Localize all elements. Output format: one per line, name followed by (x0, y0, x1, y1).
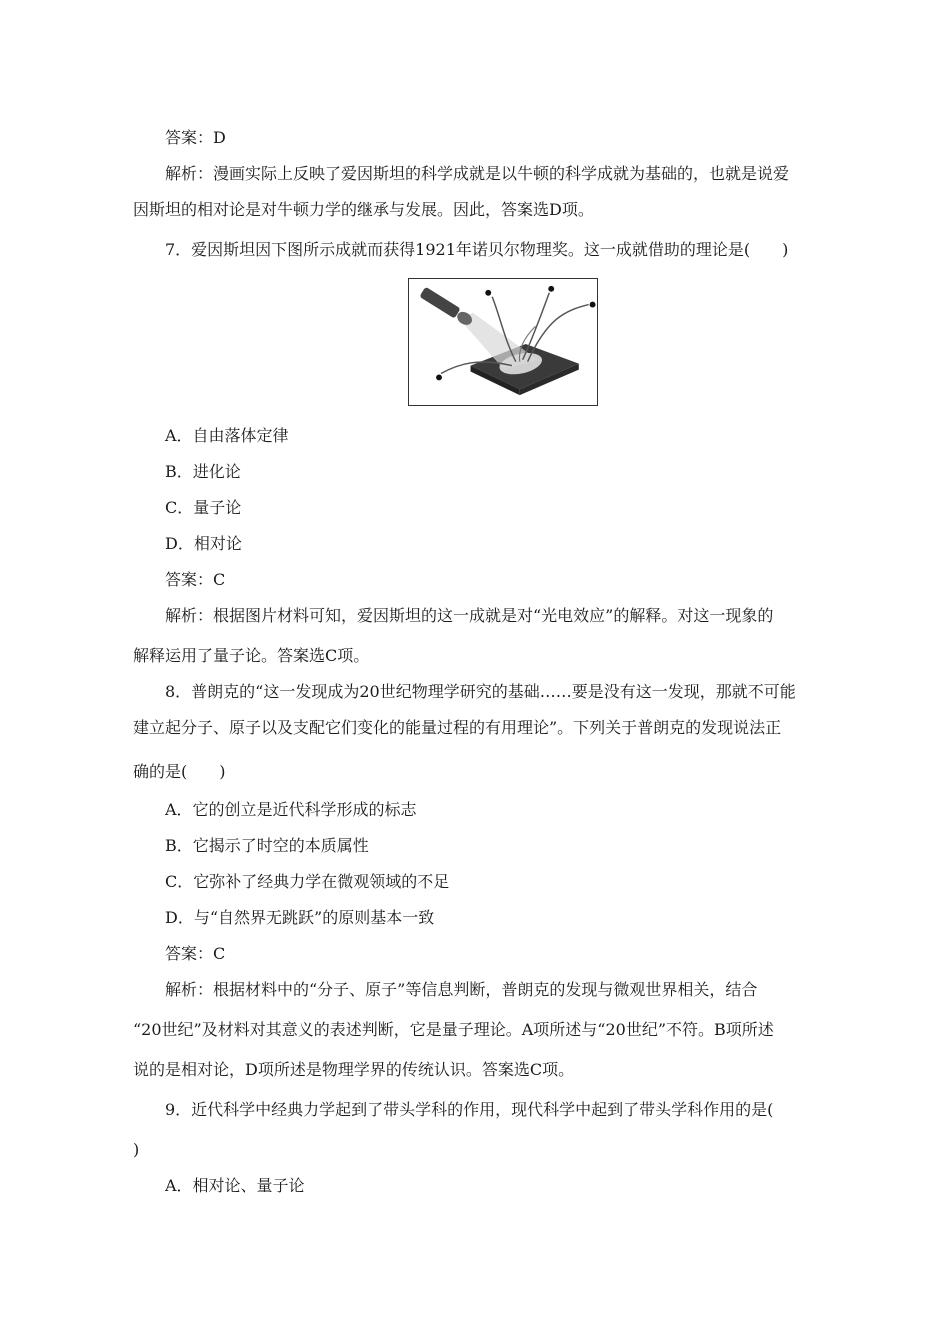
q7-option-d: D．相对论 (165, 534, 242, 553)
q8-analysis-line-1: 解析：根据材料中的“分子、原子”等信息判断，普朗克的发现与微观世界相关，结合 (165, 980, 758, 999)
q8-stem-line-3: 确的是( ) (133, 762, 226, 781)
q7-analysis-line-2: 解释运用了量子论。答案选C项。 (133, 646, 370, 665)
q8-answer: 答案：C (165, 944, 226, 963)
q9-option-a: A．相对论、量子论 (165, 1176, 305, 1195)
q7-stem: 7．爱因斯坦因下图所示成就而获得1921年诺贝尔物理奖。这一成就借助的理论是( ) (165, 240, 789, 259)
q8-analysis-line-3: 说的是相对论，D项所述是物理学界的传统认识。答案选C项。 (133, 1060, 575, 1079)
photoelectric-effect-figure (408, 278, 598, 406)
q6-analysis-line-2: 因斯坦的相对论是对牛顿力学的继承与发展。因此，答案选D项。 (133, 200, 594, 219)
q6-analysis-line-1: 解析：漫画实际上反映了爱因斯坦的科学成就是以牛顿的科学成就为基础的，也就是说爱 (165, 164, 790, 183)
q9-stem-line-2: ) (133, 1140, 140, 1159)
q8-option-b: B．它揭示了时空的本质属性 (165, 836, 369, 855)
q7-answer: 答案：C (165, 570, 226, 589)
q7-option-c: C．量子论 (165, 498, 242, 517)
q8-option-a: A．它的创立是近代科学形成的标志 (165, 800, 417, 819)
q7-analysis-line-1: 解析：根据图片材料可知，爱因斯坦的这一成就是对“光电效应”的解释。对这一现象的 (165, 606, 774, 625)
q7-option-a: A．自由落体定律 (165, 426, 289, 445)
q8-option-d: D．与“自然界无跳跃”的原则基本一致 (165, 908, 435, 927)
q9-stem-line-1: 9．近代科学中经典力学起到了带头学科的作用，现代科学中起到了带头学科作用的是( (165, 1100, 774, 1119)
flashlight-metal-plate-illustration (409, 279, 597, 405)
q8-analysis-line-2: “20世纪”及材料对其意义的表述判断，它是量子理论。A项所述与“20世纪”不符。B项所述 (133, 1020, 774, 1039)
q6-answer: 答案：D (165, 128, 226, 147)
q8-option-c: C．它弥补了经典力学在微观领域的不足 (165, 872, 450, 891)
q8-stem-line-2: 建立起分子、原子以及支配它们变化的能量过程的有用理论”。下列关于普朗克的发现说法正 (133, 718, 782, 737)
q7-option-b: B．进化论 (165, 462, 241, 481)
q8-stem-line-1: 8．普朗克的“这一发现成为20世纪物理学研究的基础……要是没有这一发现，那就不可能 (165, 682, 796, 701)
